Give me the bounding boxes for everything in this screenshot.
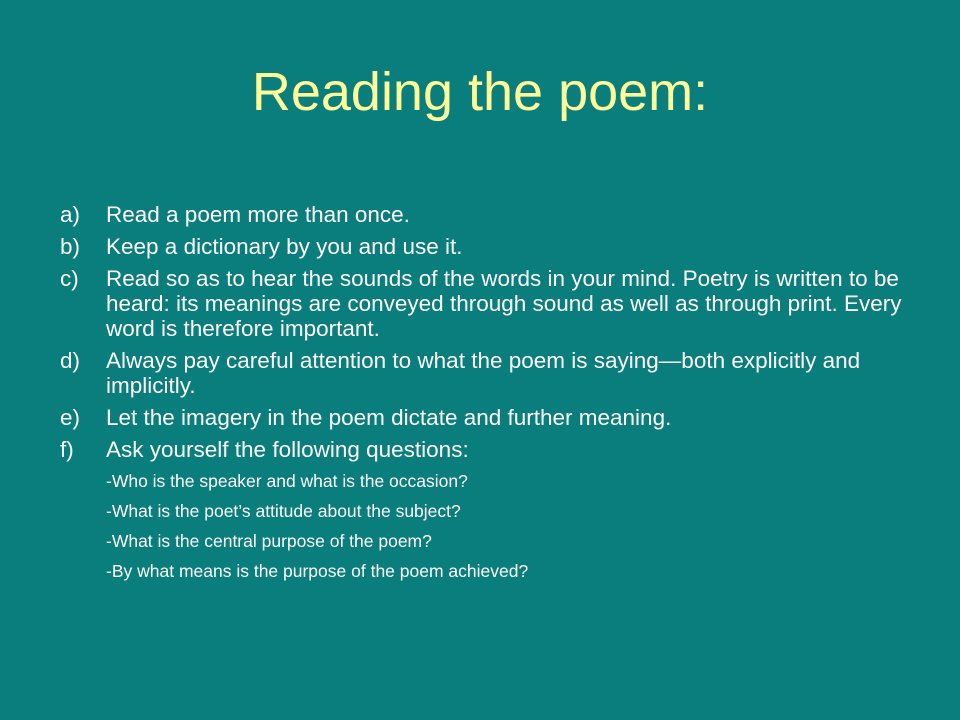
list-item — [60, 348, 920, 398]
list-marker: c) — [60, 266, 79, 291]
list-item-text: Read so as to hear the sounds of the words in your mind. Poetry is written to be heard: its meanings are conveyed through sound as well as through print. Every word is therefore important. — [106, 266, 902, 341]
questions-list — [106, 470, 906, 590]
list-item-text: Always pay careful attention to what the poem is saying—both explicitly and implicitly. — [106, 348, 861, 398]
list-marker: d) — [60, 348, 81, 373]
question-item: -What is the central purpose of the poem? — [106, 531, 432, 551]
list-item — [60, 405, 920, 430]
list-marker: e) — [60, 405, 81, 430]
question-item: -What is the poet’s attitude about the subject? — [106, 501, 461, 521]
list-marker: a) — [60, 202, 81, 227]
list-item — [60, 202, 920, 227]
list-marker: f) — [60, 437, 74, 462]
list-item-text: Read a poem more than once. — [106, 202, 410, 227]
reading-steps-list — [60, 202, 920, 469]
question-item: -Who is the speaker and what is the occasion? — [106, 471, 468, 491]
list-item — [60, 234, 920, 259]
list-item-text: Let the imagery in the poem dictate and further meaning. — [106, 405, 672, 430]
list-item-text: Keep a dictionary by you and use it. — [106, 234, 463, 259]
question-item: -By what means is the purpose of the poem achieved? — [106, 561, 529, 581]
list-item — [60, 266, 920, 341]
list-item-text: Ask yourself the following questions: — [106, 437, 469, 462]
list-item — [60, 437, 920, 462]
list-marker: b) — [60, 234, 81, 259]
slide-title: Reading the poem: — [251, 62, 709, 122]
